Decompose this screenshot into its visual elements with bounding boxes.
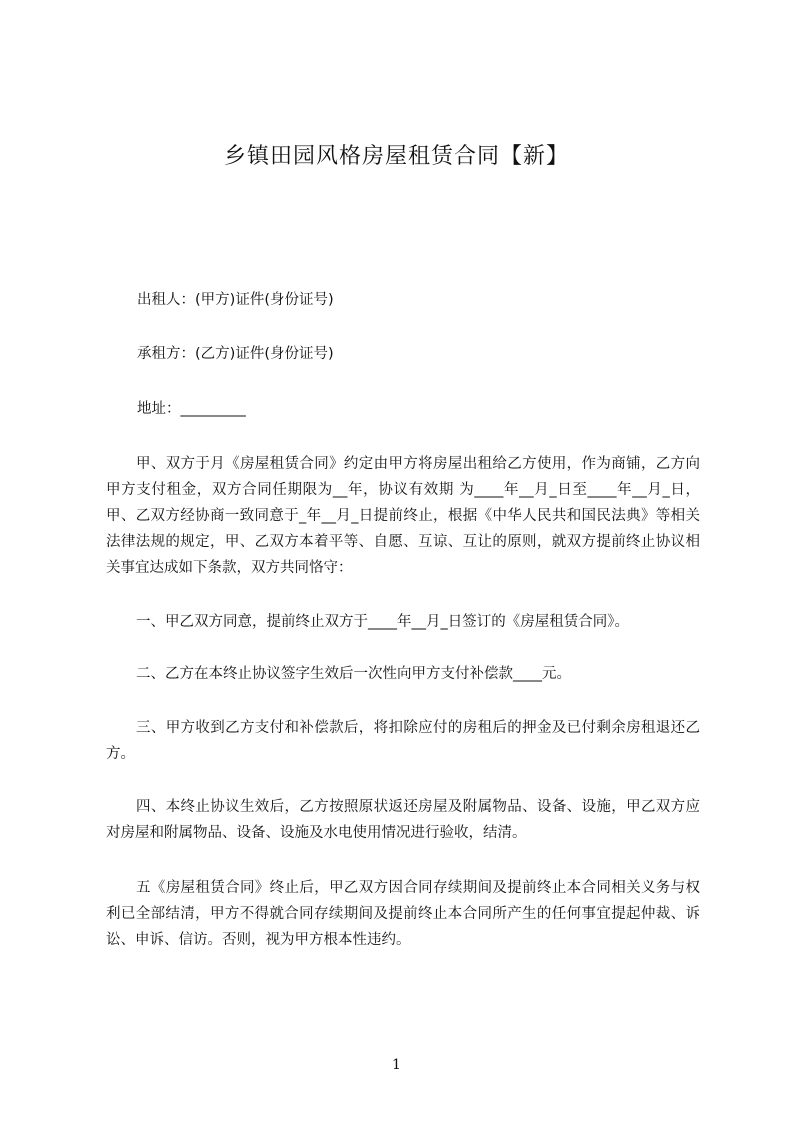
intro-paragraph: 甲、双方于月《房屋租赁合同》约定由甲方将房屋出租给乙方使用，作为商铺，乙方向甲方支付租金，双方合同任期限为__年，协议有效期 为____年__月_日至____年__月_日，甲、乙双方经协商一致同意于_年__月_日提前终止，根据《中华人民共和国民法典》等相关法律法规的规定，甲、乙双方本着平等、自愿、互谅、互让的原则，就双方提前终止协议相关事宜达成如下条款，双方共同恪守：	[106, 456, 700, 576]
address-field: 地址：_________	[137, 401, 246, 417]
clause-5: 五《房屋租赁合同》终止后，甲乙双方因合同存续期间及提前终止本合同相关义务与权利已全部结清，甲方不得就合同存续期间及提前终止本合同所产生的任何事宜提起仲裁、诉讼、申诉、信访。否则，视为甲方根本性违约。	[106, 880, 700, 948]
clause-4: 四、本终止协议生效后，乙方按照原状返还房屋及附属物品、设备、设施，甲乙双方应对房屋和附属物品、设备、设施及水电使用情况进行验收，结清。	[106, 799, 700, 841]
document-title: 乡镇田园风格房屋租赁合同【新】	[223, 144, 569, 169]
clause-1: 一、甲乙双方同意，提前终止双方于____年__月_日签订的《房屋租赁合同》。	[136, 614, 629, 630]
clause-2: 二、乙方在本终止协议签字生效后一次性向甲方支付补偿款____元。	[136, 666, 571, 682]
lessor-field: 出租人：(甲方)证件(身份证号)	[137, 292, 334, 308]
page-number: 1	[392, 1057, 401, 1073]
lessee-field: 承租方：(乙方)证件(身份证号)	[137, 346, 334, 362]
clause-3: 三、甲方收到乙方支付和补偿款后，将扣除应付的房租后的押金及已付剩余房租退还乙方。	[106, 720, 700, 762]
